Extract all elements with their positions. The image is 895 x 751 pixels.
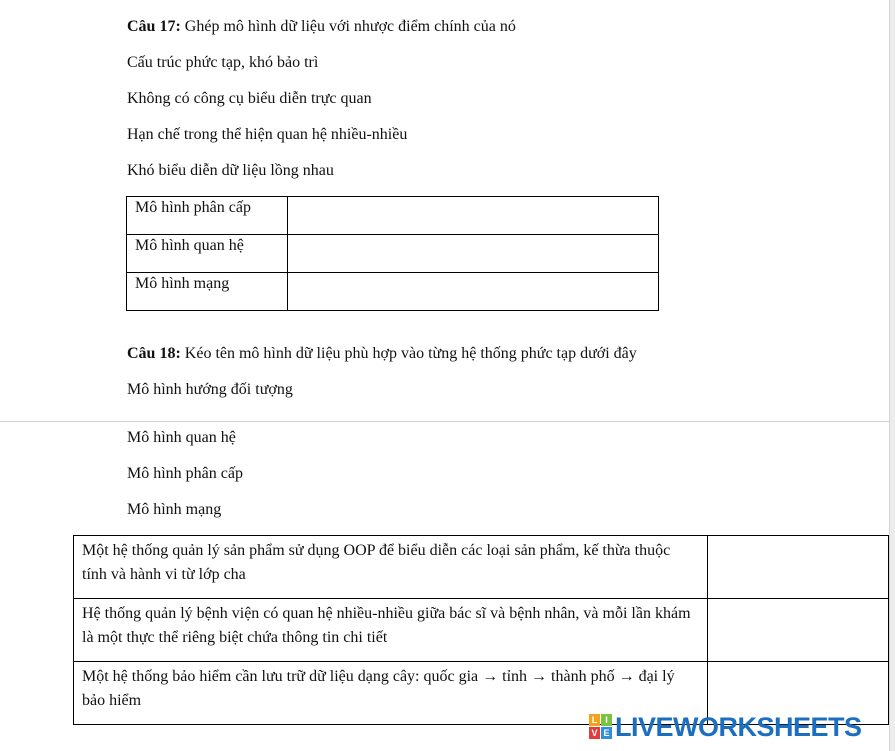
q18-option[interactable]: Mô hình hướng đối tượng xyxy=(127,381,293,398)
table-row xyxy=(127,235,659,273)
table-row xyxy=(127,273,659,311)
logo-text: LIVEWORKSHEETS xyxy=(615,712,862,742)
q17-label: Câu 17: xyxy=(127,18,181,35)
badge-letter-v: V xyxy=(589,727,600,739)
table-row xyxy=(74,536,889,599)
table-row xyxy=(74,599,889,662)
badge-letter-i: I xyxy=(601,714,612,726)
q18-match-table xyxy=(73,535,889,725)
q17-row-label: Mô hình phân cấp xyxy=(127,197,288,235)
table-row xyxy=(127,197,659,235)
q17-drop-zone[interactable] xyxy=(288,197,659,235)
badge-letter-l: L xyxy=(589,714,600,726)
live-badge-icon xyxy=(589,714,613,740)
q18-drop-zone[interactable] xyxy=(708,599,889,662)
q18-row-description: Hệ thống quản lý bệnh viện có quan hệ nhiều-nhiều giữa bác sĩ và bệnh nhân, và mỗi lần khám là một thực thể riêng biệt chứa thông tin chi tiết xyxy=(74,599,708,662)
q18-heading xyxy=(127,344,637,364)
q17-option[interactable]: Không có công cụ biểu diễn trực quan xyxy=(127,90,372,107)
page-edge xyxy=(889,0,895,751)
q17-option[interactable]: Khó biểu diễn dữ liệu lồng nhau xyxy=(127,162,334,179)
liveworksheets-logo xyxy=(589,713,862,741)
q17-drop-zone[interactable] xyxy=(288,273,659,311)
q17-text: Ghép mô hình dữ liệu với nhược điểm chính của nó xyxy=(180,18,516,35)
q17-drop-zone[interactable] xyxy=(288,235,659,273)
page-break-line xyxy=(0,421,889,422)
q18-option[interactable]: Mô hình quan hệ xyxy=(127,429,236,446)
badge-letter-e: E xyxy=(601,727,612,739)
q18-row-description: Một hệ thống quản lý sản phẩm sử dụng OOP để biểu diễn các loại sản phẩm, kế thừa thuộc tính và hành vi từ lớp cha xyxy=(74,536,708,599)
q17-option[interactable]: Cấu trúc phức tạp, khó bảo trì xyxy=(127,54,319,71)
q18-drop-zone[interactable] xyxy=(708,536,889,599)
q17-heading xyxy=(127,17,516,37)
q18-row-description: Một hệ thống bảo hiểm cần lưu trữ dữ liệu dạng cây: quốc gia → tỉnh → thành phố → đại lý bảo hiểm xyxy=(74,662,708,725)
q17-row-label: Mô hình mạng xyxy=(127,273,288,311)
q18-label: Câu 18: xyxy=(127,345,181,362)
q17-option[interactable]: Hạn chế trong thể hiện quan hệ nhiều-nhiều xyxy=(127,126,408,143)
q18-option[interactable]: Mô hình phân cấp xyxy=(127,465,243,482)
q17-match-table xyxy=(126,196,659,311)
q17-row-label: Mô hình quan hệ xyxy=(127,235,288,273)
q18-option[interactable]: Mô hình mạng xyxy=(127,501,222,518)
q18-text: Kéo tên mô hình dữ liệu phù hợp vào từng hệ thống phức tạp dưới đây xyxy=(180,345,637,362)
